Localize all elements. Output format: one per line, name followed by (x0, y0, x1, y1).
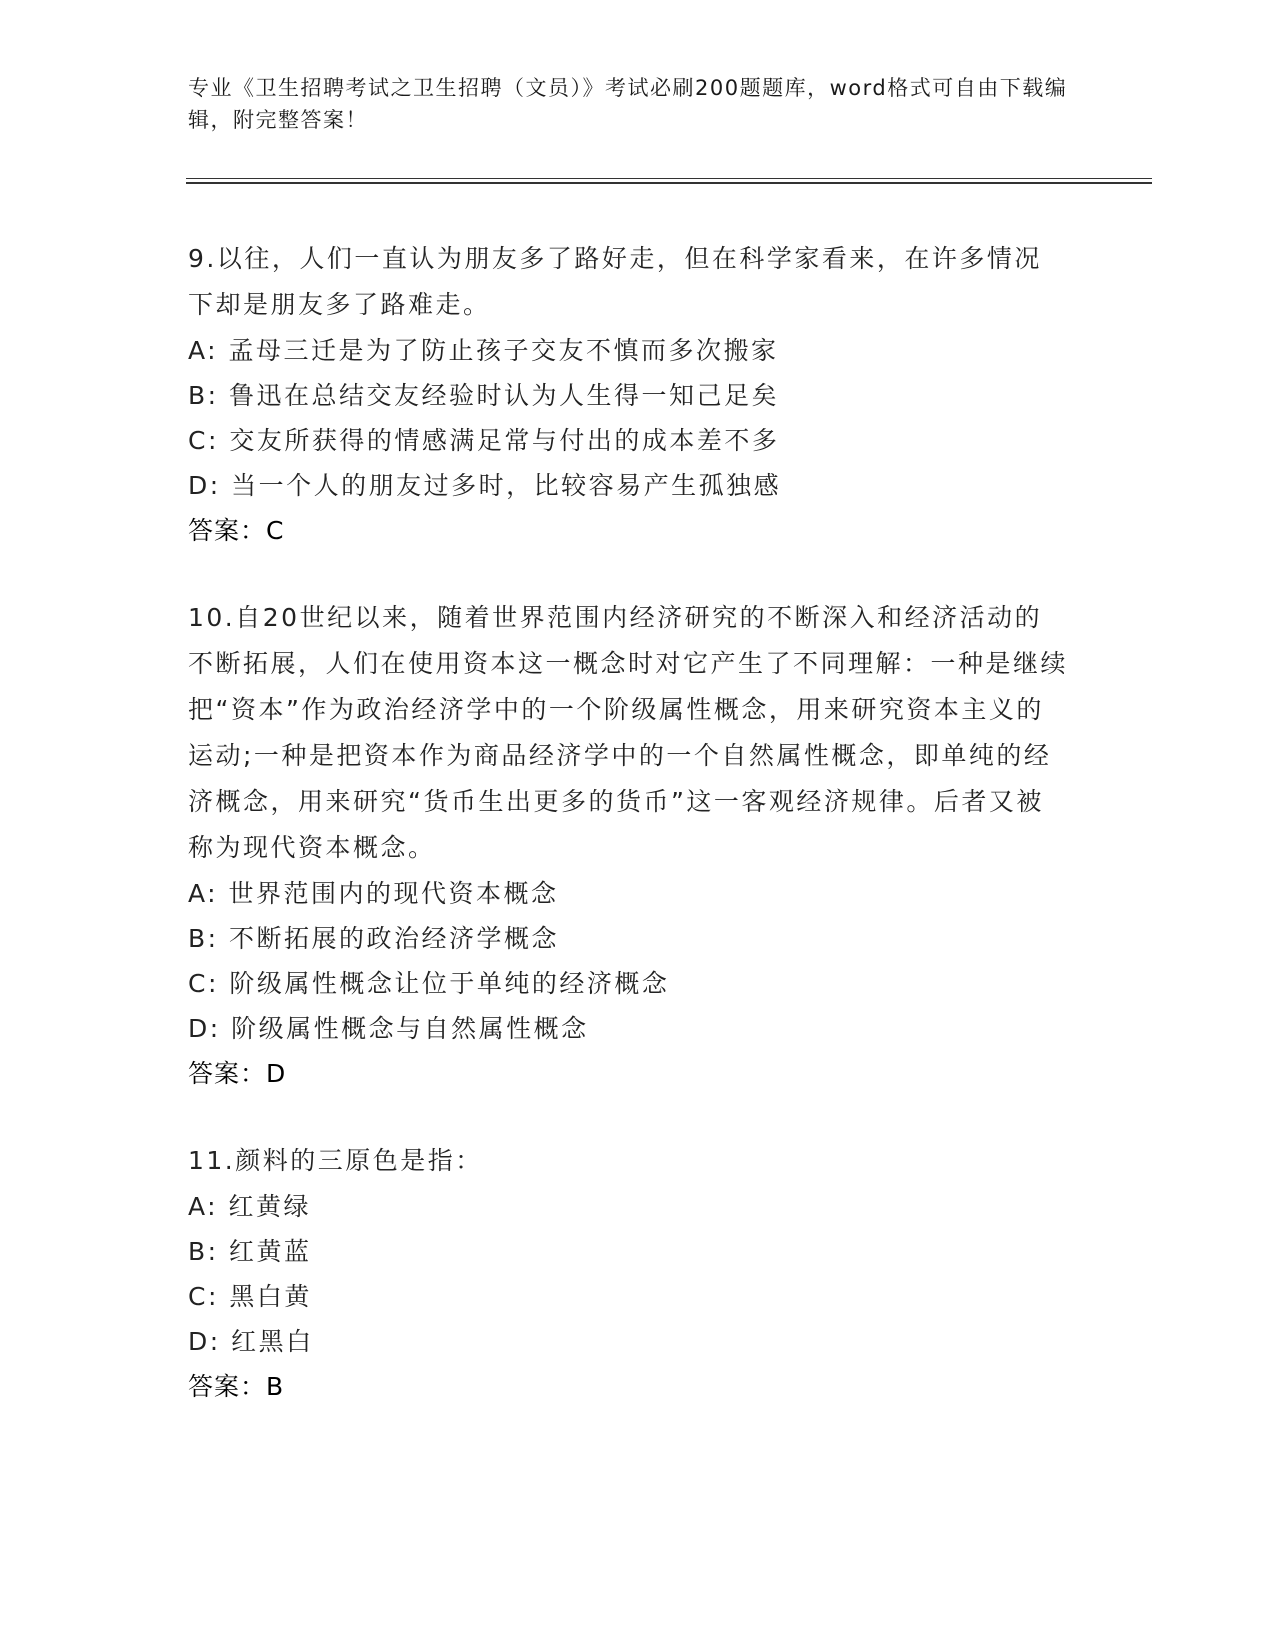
option-d: D: 阶级属性概念与自然属性概念 (188, 1014, 589, 1043)
question-stem: 11.颜料的三原色是指： (188, 1146, 483, 1175)
option-c: C: 交友所获得的情感满足常与付出的成本差不多 (188, 426, 780, 455)
option-a: A: 红黄绿 (188, 1192, 312, 1221)
option-d: D: 当一个人的朋友过多时，比较容易产生孤独感 (188, 471, 782, 500)
answer-line: 答案：C (188, 516, 285, 545)
option-a: A: 孟母三迁是为了防止孩子交友不慎而多次搬家 (188, 336, 779, 365)
answer-line: 答案：B (188, 1372, 285, 1401)
option-b: B: 红黄蓝 (188, 1237, 312, 1266)
question-9 (188, 236, 1068, 553)
option-c: C: 黑白黄 (188, 1282, 312, 1311)
option-b: B: 不断拓展的政治经济学概念 (188, 924, 560, 953)
option-a: A: 世界范围内的现代资本概念 (188, 879, 559, 908)
question-11 (188, 1138, 1068, 1409)
option-d: D: 红黑白 (188, 1327, 314, 1356)
document-header: 专业《卫生招聘考试之卫生招聘（文员）》考试必刷200题题库，word格式可自由下载编辑，附完整答案！ (188, 76, 1068, 132)
option-c: C: 阶级属性概念让位于单纯的经济概念 (188, 969, 670, 998)
question-stem: 10.自20世纪以来，随着世界范围内经济研究的不断深入和经济活动的不断拓展，人们在使用资本这一概念时对它产生了不同理解：一种是继续把“资本”作为政治经济学中的一个阶级属性概念，用来研究资本主义的运动;一种是把资本作为商品经济学中的一个自然属性概念，即单纯的经济概念，用来研究“货币生出更多的货币”这一客观经济规律。后者又被称为现代资本概念。 (188, 603, 1069, 862)
question-stem: 9.以往，人们一直认为朋友多了路好走，但在科学家看来，在许多情况下却是朋友多了路难走。 (188, 244, 1042, 319)
header-divider-top (186, 178, 1152, 179)
question-list (188, 236, 1068, 1451)
option-b: B: 鲁迅在总结交友经验时认为人生得一知己足矣 (188, 381, 780, 410)
question-10 (188, 595, 1068, 1096)
header-divider-bottom (186, 182, 1152, 184)
answer-line: 答案：D (188, 1059, 287, 1088)
